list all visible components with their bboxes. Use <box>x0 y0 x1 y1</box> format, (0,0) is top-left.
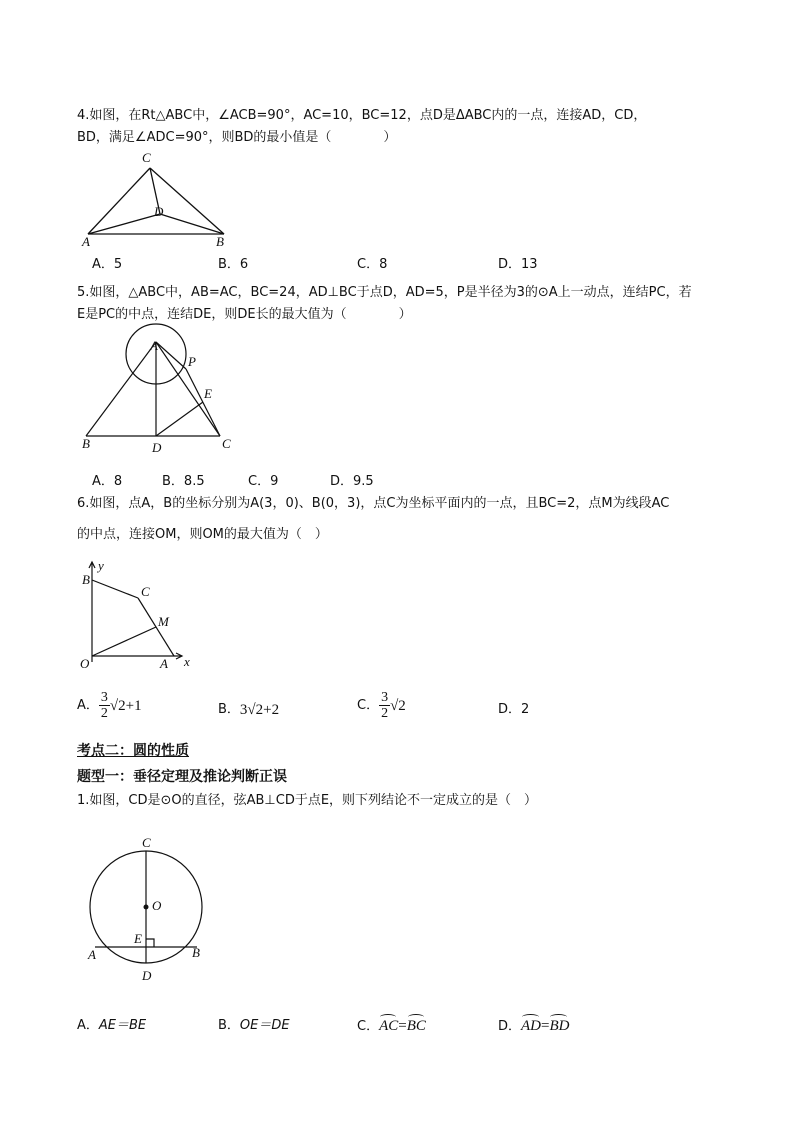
q7-option-d: D．AD=BD <box>498 1018 570 1034</box>
q5-line1: 5.如图，△ABC中，AB=AC，BC=24，AD⊥BC于点D，AD=5，P是半径为3的⊙A上一动点，连结PC，若 <box>77 285 692 300</box>
q7-option-a: A．AE＝BE <box>77 1018 147 1033</box>
q7-label-b: B <box>192 945 200 960</box>
q4-option-c: C．8 <box>357 257 388 272</box>
q6-label-a: A <box>160 656 168 671</box>
q4-option-b: B．6 <box>218 257 249 272</box>
q4-option-d: D．13 <box>498 257 538 272</box>
section-title: 考点二：圆的性质 <box>77 743 189 759</box>
q7-label-o: O <box>152 898 162 913</box>
q6-label-c: C <box>141 584 150 599</box>
q6-label-x: x <box>184 654 190 669</box>
q6-option-b: B． 3√2+2 <box>218 702 280 718</box>
q7-option-c: C．AC=BC <box>357 1018 426 1034</box>
q5-label-b: B <box>82 436 90 451</box>
q5-label-d: D <box>152 440 162 455</box>
q6-label-b: B <box>82 572 90 587</box>
q5-circle-triangle-figure <box>80 322 240 455</box>
q7-circle-figure <box>82 835 212 990</box>
q6-line1: 6.如图，点A，B的坐标分别为A(3，0)、B(0，3)，点C为坐标平面内的一点，且BC=2，点M为线段AC <box>77 496 670 511</box>
q4-label-c: C <box>142 150 151 165</box>
q7-label-d: D <box>142 968 152 983</box>
q4-label-a: A <box>82 234 90 249</box>
q5-line2: E是PC的中点，连结DE，则DE长的最大值为（ ） <box>77 307 412 322</box>
q6-line2: 的中点，连接OM，则OM的最大值为（ ） <box>77 527 328 542</box>
q4-line1: 4.如图，在Rt△ABC中，∠ACB=90°，AC=10，BC=12，点D是ΔABC内的一点，连接AD，CD， <box>77 108 647 123</box>
q5-option-c: C．9 <box>248 474 279 489</box>
q6-option-a: A． $\frac{3}{2}$ √2+1 <box>77 690 142 721</box>
q4-label-b: B <box>216 234 224 249</box>
q5-label-c: C <box>222 436 231 451</box>
q6-label-o: O <box>80 656 90 671</box>
q6-option-d: D． 2 <box>498 702 530 717</box>
q7-option-b: B．OE＝DE <box>218 1018 290 1033</box>
q6-coordinate-figure <box>78 558 208 673</box>
q7-label-e: E <box>134 931 142 946</box>
q6-label-m: M <box>158 614 169 629</box>
q4-triangle-figure <box>80 150 240 250</box>
q5-label-e: E <box>204 386 212 401</box>
q7-label-a: A <box>88 947 96 962</box>
q5-label-a: A <box>150 338 158 353</box>
q5-option-b: B．8.5 <box>162 474 205 489</box>
q7-line1: 1.如图，CD是⊙O的直径，弦AB⊥CD于点E，则下列结论不一定成立的是（ ） <box>77 793 538 808</box>
section-subtitle: 题型一：垂径定理及推论判断正误 <box>77 769 287 785</box>
q5-option-a: A．8 <box>92 474 123 489</box>
q7-label-c: C <box>142 835 151 850</box>
q5-option-d: D．9.5 <box>330 474 374 489</box>
q6-label-y: y <box>98 558 104 573</box>
q4-line2: BD，满足∠ADC=90°，则BD的最小值是（ ） <box>77 130 397 145</box>
q6-option-c: C． $\frac{3}{2}$ √2 <box>357 690 406 721</box>
q7-center-point <box>144 905 149 910</box>
q4-label-d: D <box>154 204 164 219</box>
q4-option-a: A．5 <box>92 257 123 272</box>
q5-label-p: P <box>188 354 196 369</box>
